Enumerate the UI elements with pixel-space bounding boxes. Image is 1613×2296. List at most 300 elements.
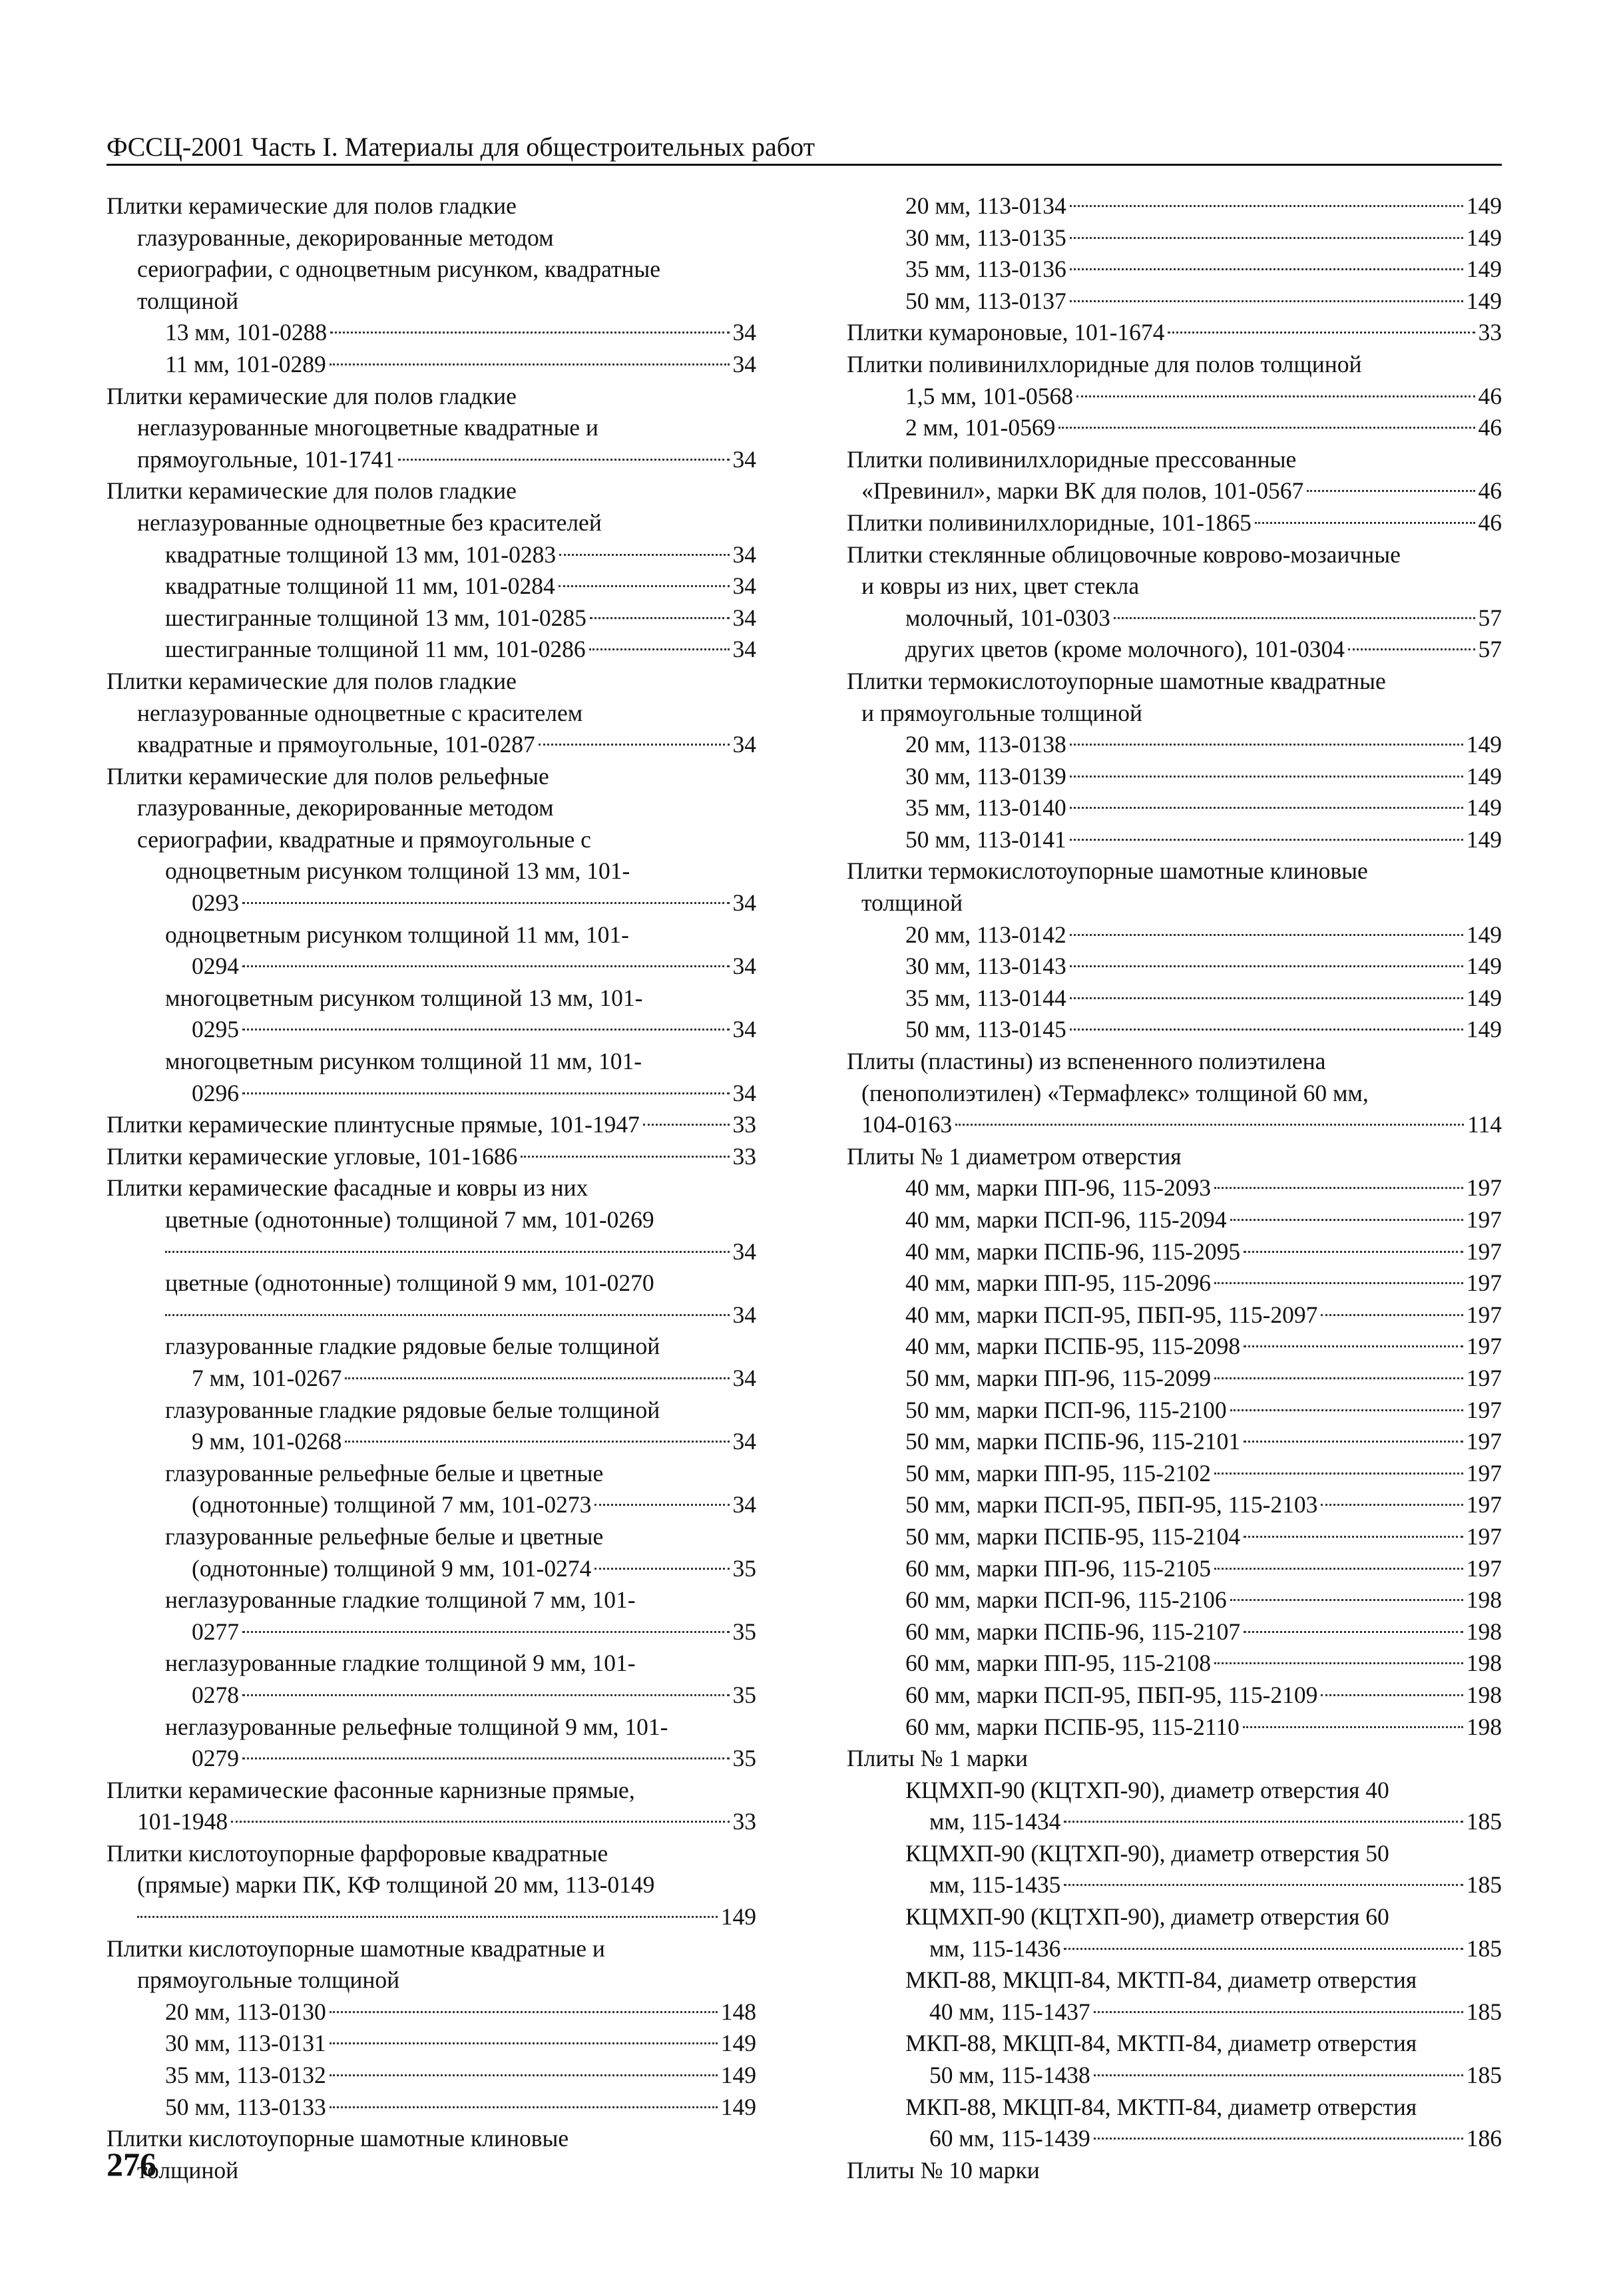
index-line bbox=[107, 1996, 756, 2028]
dot-leader bbox=[1064, 1884, 1463, 1886]
dot-leader bbox=[1064, 1948, 1463, 1950]
index-entry-text: КЦМХП-90 (КЦТХП-90), диаметр отверстия 40 bbox=[905, 1776, 1389, 1803]
index-line bbox=[847, 824, 1502, 856]
dot-leader bbox=[1168, 332, 1475, 334]
index-line bbox=[847, 1395, 1502, 1427]
index-line bbox=[107, 634, 756, 666]
index-entry-text: 50 мм, марки ПП-96, 115-2099 bbox=[905, 1364, 1212, 1391]
index-line bbox=[847, 412, 1502, 444]
index-line bbox=[107, 507, 756, 539]
index-entry-text: 50 мм, марки ПСП-95, ПБП-95, 115-2103 bbox=[905, 1491, 1318, 1518]
dot-leader bbox=[1321, 1694, 1463, 1696]
index-entry-text: шестигранные толщиной 11 мм, 101-0286 bbox=[165, 636, 586, 663]
dot-leader bbox=[1070, 965, 1463, 967]
index-line bbox=[107, 1014, 756, 1046]
index-line bbox=[847, 1648, 1502, 1680]
dot-leader bbox=[1076, 395, 1475, 397]
index-column-left bbox=[107, 190, 756, 2186]
index-page-ref: 35 bbox=[732, 1681, 756, 1708]
index-page-ref: 186 bbox=[1466, 2125, 1502, 2152]
index-entry-text: мм, 115-1435 bbox=[929, 1871, 1061, 1899]
index-line bbox=[847, 1712, 1502, 1743]
index-column-right bbox=[847, 190, 1502, 2186]
index-line bbox=[847, 1078, 1502, 1110]
dot-leader bbox=[330, 2011, 718, 2013]
index-entry-text: 60 мм, марки ПСП-95, ПБП-95, 115-2109 bbox=[905, 1681, 1318, 1708]
index-entry-text: Плитки керамические для полов гладкие bbox=[107, 667, 517, 694]
index-line bbox=[847, 698, 1502, 730]
index-line bbox=[847, 1172, 1502, 1204]
index-line bbox=[847, 1141, 1502, 1173]
index-entry-text: 35 мм, 113-0140 bbox=[905, 794, 1066, 821]
index-entry-text: 50 мм, 115-1438 bbox=[929, 2062, 1090, 2089]
index-entry-text: других цветов (кроме молочного), 101-0304 bbox=[905, 636, 1345, 663]
index-line bbox=[107, 190, 756, 222]
index-page-ref: 197 bbox=[1466, 1238, 1502, 1265]
index-entry-text: неглазурованные гладкие толщиной 9 мм, 101- bbox=[165, 1650, 636, 1677]
index-line bbox=[107, 1869, 756, 1901]
index-entry-text: 0279 bbox=[192, 1745, 239, 1772]
index-entry-text: одноцветным рисунком толщиной 11 мм, 101- bbox=[165, 921, 629, 948]
index-entry-text: 50 мм, 113-0137 bbox=[905, 287, 1066, 314]
index-page-ref: 149 bbox=[1466, 731, 1502, 758]
index-line bbox=[107, 1458, 756, 1490]
index-entry-text: 7 мм, 101-0267 bbox=[192, 1364, 342, 1391]
index-entry-text: Плитки керамические плинтусные прямые, 101-1947 bbox=[107, 1111, 640, 1138]
index-entry-text: Плитки керамические для полов гладкие bbox=[107, 192, 517, 219]
index-entry-text: мм, 115-1434 bbox=[929, 1808, 1061, 1835]
index-entry-text: 30 мм, 113-0143 bbox=[905, 953, 1066, 980]
index-entry-text: 40 мм, марки ПСП-95, ПБП-95, 115-2097 bbox=[905, 1301, 1318, 1328]
dot-leader bbox=[1214, 1473, 1463, 1475]
index-page-ref: 185 bbox=[1466, 1998, 1502, 2025]
dot-leader bbox=[1244, 1441, 1463, 1443]
index-line bbox=[107, 1743, 756, 1775]
index-line bbox=[107, 1236, 756, 1268]
index-entry-text: 20 мм, 113-0142 bbox=[905, 921, 1066, 948]
dot-leader bbox=[242, 965, 730, 967]
index-line bbox=[847, 1869, 1502, 1901]
index-line bbox=[847, 475, 1502, 507]
index-line bbox=[107, 951, 756, 983]
index-page-ref: 185 bbox=[1466, 1935, 1502, 1962]
index-line bbox=[847, 1775, 1502, 1807]
index-entry-text: 30 мм, 113-0139 bbox=[905, 762, 1066, 790]
index-entry-text: цветные (однотонные) толщиной 7 мм, 101-0269 bbox=[165, 1206, 654, 1233]
index-entry-text: толщиной bbox=[137, 287, 239, 314]
index-line bbox=[847, 2155, 1502, 2187]
index-line bbox=[847, 2060, 1502, 2092]
dot-leader bbox=[242, 902, 730, 904]
index-page-ref: 197 bbox=[1466, 1269, 1502, 1297]
index-line bbox=[847, 855, 1502, 887]
index-page-ref: 149 bbox=[1466, 953, 1502, 980]
index-page-ref: 197 bbox=[1466, 1396, 1502, 1423]
dot-leader bbox=[165, 1314, 730, 1316]
index-page-ref: 33 bbox=[732, 1111, 756, 1138]
dot-leader bbox=[1070, 807, 1463, 809]
index-line bbox=[107, 1712, 756, 1743]
index-line bbox=[847, 983, 1502, 1015]
index-page-ref: 34 bbox=[732, 604, 756, 631]
index-line bbox=[107, 475, 756, 507]
index-entry-text: Плитки поливинилхлоридные прессованные bbox=[847, 445, 1297, 473]
index-entry-text: 20 мм, 113-0134 bbox=[905, 192, 1066, 219]
index-page-ref: 149 bbox=[1466, 984, 1502, 1011]
index-entry-text: 40 мм, марки ПП-95, 115-2096 bbox=[905, 1269, 1212, 1297]
index-page-ref: 34 bbox=[732, 1238, 756, 1265]
index-entry-text: 40 мм, марки ПСПБ-96, 115-2095 bbox=[905, 1238, 1241, 1265]
running-header: ФССЦ-2001 Часть I. Материалы для общестроительных работ bbox=[107, 130, 1502, 166]
index-entry-text: 50 мм, 113-0145 bbox=[905, 1016, 1066, 1043]
index-line bbox=[847, 1838, 1502, 1870]
index-entry-text: (однотонные) толщиной 7 мм, 101-0273 bbox=[192, 1491, 592, 1518]
dot-leader bbox=[1244, 1251, 1463, 1253]
index-entry-text: глазурованные гладкие рядовые белые толщиной bbox=[165, 1396, 660, 1423]
index-page-ref: 46 bbox=[1478, 477, 1502, 505]
index-line bbox=[847, 1616, 1502, 1648]
index-page-ref: 198 bbox=[1466, 1713, 1502, 1740]
index-page-ref: 198 bbox=[1466, 1681, 1502, 1708]
dot-leader bbox=[1114, 617, 1475, 619]
index-line bbox=[107, 2028, 756, 2060]
index-page-ref: 197 bbox=[1466, 1491, 1502, 1518]
index-entry-text: (пенополиэтилен) «Термафлекс» толщиной 60 мм, bbox=[861, 1079, 1369, 1106]
dot-leader bbox=[330, 2074, 718, 2076]
index-entry-text: неглазурованные гладкие толщиной 7 мм, 101- bbox=[165, 1586, 636, 1614]
index-entry-text: мм, 115-1436 bbox=[929, 1935, 1061, 1962]
index-line bbox=[107, 222, 756, 254]
index-entry-text: неглазурованные одноцветные без красителей bbox=[137, 509, 602, 536]
index-entry-text: толщиной bbox=[137, 2156, 239, 2183]
index-line bbox=[847, 666, 1502, 698]
index-page-ref: 34 bbox=[732, 1301, 756, 1328]
index-line bbox=[107, 761, 756, 793]
index-entry-text: Плиты № 10 марки bbox=[847, 2156, 1040, 2183]
index-line bbox=[107, 666, 756, 698]
index-page-ref: 46 bbox=[1478, 382, 1502, 409]
index-page-ref: 114 bbox=[1467, 1111, 1502, 1138]
index-entry-text: 2 мм, 101-0569 bbox=[905, 414, 1056, 441]
index-line bbox=[107, 444, 756, 476]
index-line bbox=[107, 1078, 756, 1110]
index-entry-text: МКП-88, МКЦП-84, МКТП-84, диаметр отверстия bbox=[905, 1966, 1417, 1994]
index-line bbox=[847, 507, 1502, 539]
dot-leader bbox=[242, 1092, 730, 1094]
index-line bbox=[107, 602, 756, 634]
index-page-ref: 35 bbox=[732, 1618, 756, 1645]
dot-leader bbox=[1070, 839, 1463, 841]
dot-leader bbox=[1094, 2074, 1463, 2076]
index-entry-text: 60 мм, марки ПП-96, 115-2105 bbox=[905, 1554, 1212, 1582]
index-line bbox=[847, 1014, 1502, 1046]
dot-leader bbox=[242, 1694, 730, 1696]
index-entry-text: 20 мм, 113-0138 bbox=[905, 731, 1066, 758]
index-page-ref: 198 bbox=[1466, 1586, 1502, 1614]
index-line bbox=[107, 1680, 756, 1712]
index-entry-text: 101-1948 bbox=[137, 1808, 228, 1835]
index-line bbox=[107, 286, 756, 318]
index-line bbox=[847, 1901, 1502, 1933]
index-line bbox=[107, 1901, 756, 1933]
index-entry-text: Плитки кислотоупорные фарфоровые квадратные bbox=[107, 1839, 608, 1867]
index-entry-text: 11 мм, 101-0289 bbox=[165, 350, 326, 377]
index-page-ref: 34 bbox=[732, 1079, 756, 1106]
index-line bbox=[107, 1395, 756, 1427]
index-line bbox=[107, 1141, 756, 1173]
dot-leader bbox=[330, 2106, 718, 2108]
dot-leader bbox=[1214, 1568, 1463, 1570]
index-entry-text: глазурованные рельефные белые и цветные bbox=[165, 1522, 604, 1550]
index-line bbox=[107, 1363, 756, 1395]
index-line bbox=[847, 190, 1502, 222]
index-page-ref: 197 bbox=[1466, 1206, 1502, 1233]
dot-leader bbox=[1243, 1726, 1463, 1728]
dot-leader bbox=[594, 1504, 729, 1506]
index-entry-text: Плитки термокислотоупорные шамотные квадратные bbox=[847, 667, 1386, 694]
index-entry-text: 40 мм, марки ПСП-96, 115-2094 bbox=[905, 1206, 1227, 1233]
dot-leader bbox=[1255, 522, 1475, 524]
index-line bbox=[847, 571, 1502, 602]
index-line bbox=[847, 286, 1502, 318]
index-page-ref: 57 bbox=[1478, 636, 1502, 663]
index-line bbox=[107, 1489, 756, 1521]
index-line bbox=[847, 602, 1502, 634]
index-line bbox=[107, 254, 756, 286]
dot-leader bbox=[1064, 1821, 1463, 1823]
index-entry-text: 35 мм, 113-0136 bbox=[905, 256, 1066, 283]
index-line bbox=[107, 1426, 756, 1458]
index-line bbox=[107, 1172, 756, 1204]
index-page-ref: 46 bbox=[1478, 414, 1502, 441]
index-entry-text: 20 мм, 113-0130 bbox=[165, 1998, 326, 2025]
index-page-ref: 149 bbox=[1466, 256, 1502, 283]
index-page-ref: 149 bbox=[720, 2062, 756, 2089]
dot-leader bbox=[1244, 1631, 1463, 1633]
dot-leader bbox=[559, 585, 730, 587]
dot-leader bbox=[1070, 744, 1463, 746]
index-entry-text: Плиты № 1 диаметром отверстия bbox=[847, 1142, 1182, 1170]
index-line bbox=[107, 539, 756, 571]
dot-leader bbox=[1058, 427, 1475, 429]
index-line bbox=[107, 1109, 756, 1141]
index-page-ref: 149 bbox=[1466, 762, 1502, 790]
index-line bbox=[847, 761, 1502, 793]
index-entry-text: 35 мм, 113-0132 bbox=[165, 2062, 326, 2089]
index-entry-text: 0277 bbox=[192, 1618, 239, 1645]
dot-leader bbox=[242, 1757, 730, 1759]
index-line bbox=[847, 1996, 1502, 2028]
index-entry-text: (прямые) марки ПК, КФ толщиной 20 мм, 113-0149 bbox=[137, 1871, 655, 1899]
index-page-ref: 197 bbox=[1466, 1364, 1502, 1391]
dot-leader bbox=[345, 1377, 729, 1379]
index-page-ref: 149 bbox=[1466, 192, 1502, 219]
index-line bbox=[847, 1964, 1502, 1996]
index-line bbox=[107, 571, 756, 602]
index-line bbox=[107, 1331, 756, 1363]
index-entry-text: глазурованные гладкие рядовые белые толщиной bbox=[165, 1333, 660, 1360]
dot-leader bbox=[1321, 1314, 1463, 1316]
index-line bbox=[107, 1521, 756, 1553]
index-line bbox=[847, 1521, 1502, 1553]
index-page-ref: 34 bbox=[732, 1016, 756, 1043]
dot-leader bbox=[1070, 1029, 1463, 1031]
index-line bbox=[847, 1458, 1502, 1490]
index-entry-text: (однотонные) толщиной 9 мм, 101-0274 bbox=[192, 1554, 592, 1582]
index-line bbox=[107, 824, 756, 856]
index-page-ref: 149 bbox=[1466, 825, 1502, 853]
index-page-ref: 34 bbox=[732, 889, 756, 917]
dot-leader bbox=[955, 1124, 1464, 1126]
dot-leader bbox=[1230, 1599, 1463, 1601]
index-line bbox=[107, 919, 756, 951]
dot-leader bbox=[1070, 268, 1463, 270]
index-entry-text: Плитки керамические для полов гладкие bbox=[107, 477, 517, 505]
index-line bbox=[847, 254, 1502, 286]
index-entry-text: Плитки керамические фасадные и ковры из них bbox=[107, 1174, 588, 1202]
index-entry-text: неглазурованные рельефные толщиной 9 мм, 101- bbox=[165, 1713, 668, 1740]
index-page-ref: 34 bbox=[732, 1491, 756, 1518]
index-line bbox=[107, 1964, 756, 1996]
index-line bbox=[847, 1363, 1502, 1395]
index-page-ref: 198 bbox=[1466, 1618, 1502, 1645]
index-entry-text: 60 мм, марки ПСПБ-96, 115-2107 bbox=[905, 1618, 1241, 1645]
index-page-ref: 57 bbox=[1478, 604, 1502, 631]
index-page-ref: 149 bbox=[1466, 287, 1502, 314]
index-page-ref: 34 bbox=[732, 953, 756, 980]
index-line bbox=[847, 381, 1502, 413]
index-page-ref: 149 bbox=[720, 2030, 756, 2057]
dot-leader bbox=[1244, 1536, 1463, 1538]
index-line bbox=[107, 729, 756, 761]
index-line bbox=[847, 444, 1502, 476]
dot-leader bbox=[330, 363, 730, 365]
index-line bbox=[847, 1109, 1502, 1141]
index-line bbox=[107, 1806, 756, 1838]
index-page-ref: 35 bbox=[732, 1554, 756, 1582]
index-entry-text: 40 мм, марки ПСПБ-95, 115-2098 bbox=[905, 1333, 1241, 1360]
index-line bbox=[847, 1267, 1502, 1299]
dot-leader bbox=[1321, 1504, 1463, 1506]
index-entry-text: КЦМХП-90 (КЦТХП-90), диаметр отверстия 60 bbox=[905, 1903, 1389, 1931]
index-line bbox=[847, 2123, 1502, 2155]
index-entry-text: 60 мм, марки ПП-95, 115-2108 bbox=[905, 1650, 1212, 1677]
index-entry-text: шестигранные толщиной 13 мм, 101-0285 bbox=[165, 604, 586, 631]
dot-leader bbox=[1094, 2138, 1463, 2140]
index-page-ref: 197 bbox=[1466, 1459, 1502, 1487]
index-entry-text: 50 мм, марки ПСП-96, 115-2100 bbox=[905, 1396, 1227, 1423]
dot-leader bbox=[1214, 1187, 1463, 1189]
index-entry-text: «Превинил», марки ВК для полов, 101-0567 bbox=[861, 477, 1304, 505]
index-page-ref: 149 bbox=[1466, 921, 1502, 948]
dot-leader bbox=[1244, 1345, 1463, 1347]
index-entry-text: Плитки кислотоупорные шамотные клиновые bbox=[107, 2125, 569, 2152]
index-line bbox=[107, 1838, 756, 1870]
index-line bbox=[107, 1267, 756, 1299]
dot-leader bbox=[398, 459, 730, 461]
index-page-ref: 149 bbox=[720, 2093, 756, 2120]
dot-leader bbox=[1070, 205, 1463, 207]
index-line bbox=[847, 222, 1502, 254]
dot-leader bbox=[539, 744, 730, 746]
index-page-ref: 149 bbox=[1466, 224, 1502, 251]
index-entry-text: одноцветным рисунком толщиной 13 мм, 101- bbox=[165, 857, 630, 885]
index-line bbox=[107, 1584, 756, 1616]
dot-leader bbox=[1214, 1662, 1463, 1664]
index-line bbox=[107, 1046, 756, 1078]
index-entry-text: глазурованные, декорированные методом bbox=[137, 794, 554, 821]
index-entry-text: неглазурованные одноцветные с красителем bbox=[137, 699, 583, 726]
dot-leader bbox=[1070, 237, 1463, 239]
index-line bbox=[847, 317, 1502, 349]
index-page-ref: 34 bbox=[732, 1364, 756, 1391]
index-entry-text: 50 мм, марки ПСПБ-96, 115-2101 bbox=[905, 1428, 1241, 1455]
index-entry-text: Плитки керамические угловые, 101-1686 bbox=[107, 1142, 518, 1170]
index-line bbox=[107, 1933, 756, 1965]
index-page-ref: 185 bbox=[1466, 1871, 1502, 1899]
dot-leader bbox=[1307, 490, 1475, 492]
index-line bbox=[847, 729, 1502, 761]
index-line bbox=[107, 1204, 756, 1236]
index-line bbox=[107, 792, 756, 824]
dot-leader bbox=[1230, 1409, 1463, 1411]
index-line bbox=[107, 2123, 756, 2155]
index-entry-text: МКП-88, МКЦП-84, МКТП-84, диаметр отверстия bbox=[905, 2030, 1417, 2057]
index-page-ref: 34 bbox=[732, 636, 756, 663]
index-entry-text: цветные (однотонные) толщиной 9 мм, 101-0270 bbox=[165, 1269, 654, 1297]
index-entry-text: Плитки кумароновые, 101-1674 bbox=[847, 319, 1165, 346]
dot-leader bbox=[1214, 1282, 1463, 1284]
index-line bbox=[847, 792, 1502, 824]
index-entry-text: квадратные толщиной 11 мм, 101-0284 bbox=[165, 573, 555, 600]
index-entry-text: 40 мм, марки ПП-96, 115-2093 bbox=[905, 1174, 1212, 1202]
index-line bbox=[847, 2092, 1502, 2124]
index-page-ref: 185 bbox=[1466, 1808, 1502, 1835]
dot-leader bbox=[1070, 934, 1463, 936]
index-line bbox=[847, 2028, 1502, 2060]
index-line bbox=[847, 1331, 1502, 1363]
dot-leader bbox=[330, 2042, 718, 2044]
dot-leader bbox=[242, 1631, 730, 1633]
index-page-ref: 197 bbox=[1466, 1522, 1502, 1550]
index-line bbox=[107, 1299, 756, 1331]
index-entry-text: 50 мм, 113-0141 bbox=[905, 825, 1066, 853]
index-entry-text: глазурованные, декорированные методом bbox=[137, 224, 554, 251]
dot-leader bbox=[590, 617, 730, 619]
index-entry-text: Плитки поливинилхлоридные для полов толщиной bbox=[847, 350, 1362, 377]
index-page-ref: 149 bbox=[1466, 794, 1502, 821]
index-line bbox=[107, 1775, 756, 1807]
index-page-ref: 34 bbox=[732, 731, 756, 758]
dot-leader bbox=[559, 554, 729, 556]
index-page-ref: 197 bbox=[1466, 1301, 1502, 1328]
index-line bbox=[847, 1743, 1502, 1775]
index-page-ref: 33 bbox=[732, 1808, 756, 1835]
index-line bbox=[107, 1553, 756, 1585]
index-line bbox=[847, 1236, 1502, 1268]
index-entry-text: 0294 bbox=[192, 953, 239, 980]
index-entry-text: 0295 bbox=[192, 1016, 239, 1043]
dot-leader bbox=[137, 1916, 718, 1918]
dot-leader bbox=[1348, 648, 1475, 650]
index-entry-text: 60 мм, марки ПСП-96, 115-2106 bbox=[905, 1586, 1227, 1614]
index-page-ref: 198 bbox=[1466, 1650, 1502, 1677]
index-entry-text: 40 мм, 115-1437 bbox=[929, 1998, 1090, 2025]
index-line bbox=[847, 1680, 1502, 1712]
index-page-ref: 197 bbox=[1466, 1333, 1502, 1360]
index-entry-text: сериографии, с одноцветным рисунком, квадратные bbox=[137, 256, 661, 283]
dot-leader bbox=[1070, 776, 1463, 778]
